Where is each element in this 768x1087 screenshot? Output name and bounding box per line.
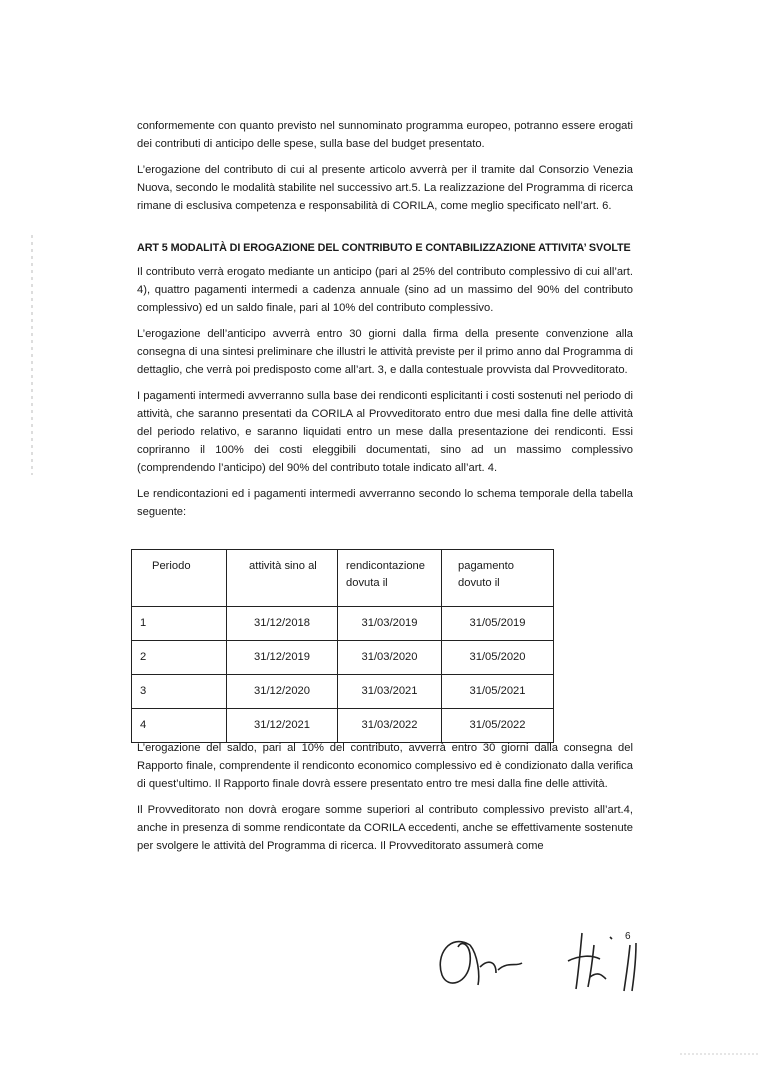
payment-schedule-table <box>131 549 554 743</box>
header-cell: rendicontazione dovuta il <box>338 550 442 607</box>
table-cell: 31/03/2021 <box>338 675 442 709</box>
table-header-row <box>132 550 554 607</box>
table-row <box>132 709 554 743</box>
table-cell: 31/12/2021 <box>227 709 338 743</box>
article-heading: ART 5 MODALITÀ DI EROGAZIONE DEL CONTRIBUTO E CONTABILIZZAZIONE ATTIVITA’ SVOLTE <box>137 242 631 254</box>
header-cell: attività sino al <box>227 550 338 607</box>
table-cell: 3 <box>132 675 227 709</box>
paragraph: Il Provveditorato non dovrà erogare somme superiori al contributo complessivo previsto all’art.4, anche in presenza di somme rendicontate da CORILA eccedenti, anche se effettivamente sostenute per svolgere le attività del Programma di ricerca. Il Provveditorato assumerà come <box>137 804 633 852</box>
page-number: 6 <box>625 931 631 942</box>
paragraph: Il contributo verrà erogato mediante un anticipo (pari al 25% del contributo complessivo di cui all’art. 4), quattro pagamenti intermedi a cadenza annuale (sino ad un massimo del 90% del contributo complessivo) ed un saldo finale, pari al 10% del contributo complessivo. <box>137 266 633 314</box>
table-cell: 31/03/2022 <box>338 709 442 743</box>
table-cell: 31/12/2020 <box>227 675 338 709</box>
table-cell: 2 <box>132 641 227 675</box>
handwritten-signatures <box>430 915 670 995</box>
table-cell: 31/05/2019 <box>442 607 554 641</box>
table-row <box>132 675 554 709</box>
body-text-bottom <box>137 739 633 863</box>
table-cell: 1 <box>132 607 227 641</box>
table-cell: 31/03/2019 <box>338 607 442 641</box>
paragraph: L’erogazione del saldo, pari al 10% del contributo, avverrà entro 30 giorni dalla consegna del Rapporto finale, comprendente il rendiconto economico complessivo ed è condizionato dalla verifica di quest’ultimo. Il Rapporto finale dovrà essere presentato entro tre mesi dalla fine delle attività. <box>137 742 633 790</box>
body-text-top <box>137 117 633 223</box>
table-cell: 31/03/2020 <box>338 641 442 675</box>
table-cell: 4 <box>132 709 227 743</box>
table-cell: 31/05/2020 <box>442 641 554 675</box>
article-5-section <box>137 239 633 529</box>
paragraph: L’erogazione dell’anticipo avverrà entro 30 giorni dalla firma della presente convenzione alla consegna di una sintesi preliminare che illustri le attività previste per il primo anno dal Programma di dettaglio, che verrà poi predisposto come all’art. 3, e dalla contestuale provvista dal Provveditorato. <box>137 328 633 376</box>
paragraph: L’erogazione del contributo di cui al presente articolo avverrà per il tramite dal Consorzio Venezia Nuova, secondo le modalità stabilite nel successivo art.5. La realizzazione del Programma di ricerca rimane di esclusiva competenza e responsabilità di CORILA, come meglio specificato nell’art. 6. <box>137 164 633 212</box>
table-row <box>132 607 554 641</box>
paragraph: I pagamenti intermedi avverranno sulla base dei rendiconti esplicitanti i costi sostenuti nel periodo di attività, che saranno presentati da CORILA al Provveditorato entro due mesi dalla fine delle attività del periodo relativo, e saranno liquidati entro un mese dalla presentazione dei rendiconti. Essi copriranno il 100% dei costi eleggibili documentati, sino ad un massimo complessivo (comprendendo l’anticipo) del 90% del contributo totale indicato all’art. 4. <box>137 390 633 474</box>
table-cell: 31/12/2018 <box>227 607 338 641</box>
table-cell: 31/05/2022 <box>442 709 554 743</box>
table-row <box>132 641 554 675</box>
table-cell: 31/12/2019 <box>227 641 338 675</box>
header-cell: pagamento dovuto il <box>442 550 554 607</box>
scan-artifact-line <box>680 1052 760 1056</box>
paragraph: conformemente con quanto previsto nel sunnominato programma europeo, potranno essere erogati dei contributi di anticipo delle spese, sulla base del budget presentato. <box>137 120 633 150</box>
paragraph: Le rendicontazioni ed i pagamenti intermedi avverranno secondo lo schema temporale della tabella seguente: <box>137 488 633 518</box>
header-cell: Periodo <box>132 550 227 607</box>
table-cell: 31/05/2021 <box>442 675 554 709</box>
margin-scan-mark <box>30 235 34 475</box>
